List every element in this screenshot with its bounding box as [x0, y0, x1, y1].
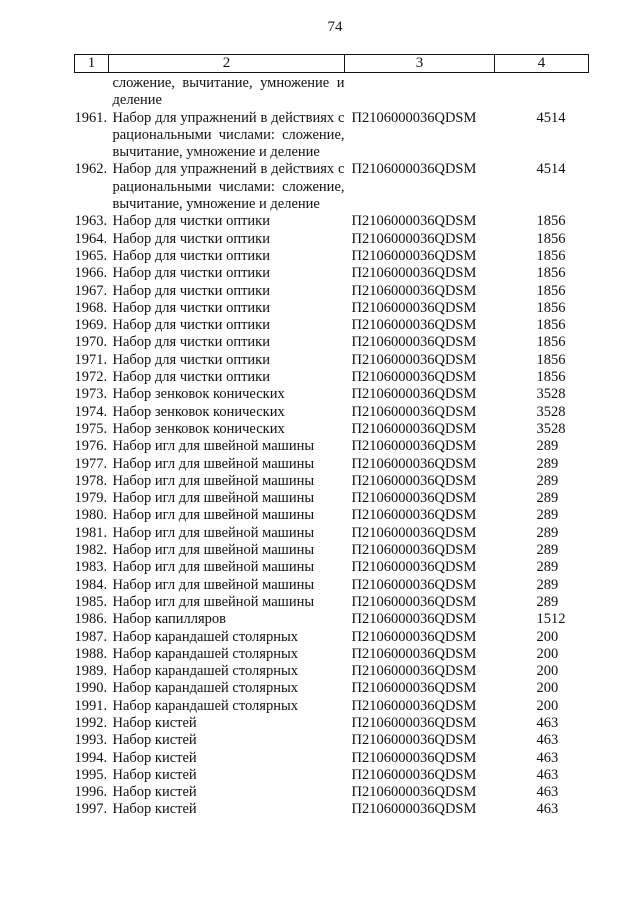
item-name: Набор игл для швейной машины	[112, 472, 315, 489]
row-number: 1989.	[74, 663, 108, 680]
item-price: 200	[536, 697, 559, 714]
item-code: П2106000036QDSM	[351, 766, 477, 783]
item-name: Набор кистей	[112, 801, 197, 818]
item-name: Набор зенковок конических	[112, 386, 285, 403]
item-code: П2106000036QDSM	[351, 161, 477, 178]
item-code: П2106000036QDSM	[351, 299, 477, 316]
table-row	[75, 248, 589, 265]
item-price: 289	[536, 472, 559, 489]
item-code: П2106000036QDSM	[351, 317, 477, 334]
item-price: 200	[536, 680, 559, 697]
table-row	[75, 680, 589, 697]
table-row	[75, 715, 589, 732]
item-name: Набор для чистки оптики	[112, 334, 270, 351]
item-name: Набор карандашей столярных	[112, 680, 298, 697]
item-code: П2106000036QDSM	[351, 438, 477, 455]
item-name: Набор игл для швейной машины	[112, 490, 315, 507]
row-number: 1978.	[74, 472, 108, 489]
table-row	[75, 801, 589, 818]
item-code: П2106000036QDSM	[351, 351, 477, 368]
row-number: 1973.	[74, 386, 108, 403]
item-name: Набор для чистки оптики	[112, 317, 270, 334]
item-price: 200	[536, 628, 559, 645]
table-row	[75, 334, 589, 351]
table-row	[75, 577, 589, 594]
table-row	[75, 161, 589, 213]
table-row	[75, 646, 589, 663]
row-number: 1992.	[74, 714, 108, 731]
table-row	[75, 73, 589, 110]
row-number: 1971.	[74, 351, 108, 368]
row-number: 1982.	[74, 542, 108, 559]
item-code: П2106000036QDSM	[351, 230, 477, 247]
item-price: 1856	[536, 299, 566, 316]
item-code: П2106000036QDSM	[351, 784, 477, 801]
table-row	[75, 438, 589, 455]
header-row	[75, 55, 589, 73]
item-name: Набор кистей	[112, 732, 197, 749]
table-row	[75, 542, 589, 559]
item-code: П2106000036QDSM	[351, 109, 477, 126]
item-name: Набор карандашей столярных	[112, 645, 298, 662]
item-name: Набор для чистки оптики	[112, 247, 270, 264]
item-price: 200	[536, 645, 559, 662]
item-price: 3528	[536, 403, 566, 420]
item-name: Набор игл для швейной машины	[112, 542, 315, 559]
item-code: П2106000036QDSM	[351, 749, 477, 766]
item-price: 4514	[536, 161, 566, 178]
table-row	[75, 283, 589, 300]
item-price: 1856	[536, 230, 566, 247]
item-name: Набор карандашей столярных	[112, 697, 298, 714]
row-number: 1961.	[74, 109, 108, 126]
item-name: Набор кистей	[112, 749, 197, 766]
item-code: П2106000036QDSM	[351, 697, 477, 714]
table-row	[75, 784, 589, 801]
row-number: 1963.	[74, 213, 108, 230]
item-price: 1856	[536, 317, 566, 334]
item-name: Набор для чистки оптики	[112, 369, 270, 386]
table-row	[75, 300, 589, 317]
item-price: 1856	[536, 351, 566, 368]
table-row	[75, 317, 589, 334]
price-table-container	[74, 54, 588, 819]
item-name: Набор для чистки оптики	[112, 230, 270, 247]
row-number: 1975.	[74, 420, 108, 437]
item-name: Набор карандашей столярных	[112, 628, 298, 645]
item-code: П2106000036QDSM	[351, 576, 477, 593]
item-name: Набор игл для швейной машины	[112, 576, 315, 593]
price-table	[74, 54, 589, 819]
item-name: Набор кистей	[112, 784, 197, 801]
page-number: 74	[327, 19, 343, 35]
item-code: П2106000036QDSM	[351, 455, 477, 472]
item-code: П2106000036QDSM	[351, 801, 477, 818]
table-row	[75, 490, 589, 507]
header-col-2: 2	[109, 55, 345, 73]
item-price: 1856	[536, 265, 566, 282]
table-row	[75, 732, 589, 749]
item-price	[495, 73, 589, 110]
row-number: 1987.	[74, 628, 108, 645]
row-number: 1962.	[74, 161, 108, 178]
item-price: 289	[536, 507, 559, 524]
row-number: 1990.	[74, 680, 108, 697]
item-price: 289	[536, 542, 559, 559]
item-code: П2106000036QDSM	[351, 420, 477, 437]
item-code: П2106000036QDSM	[351, 680, 477, 697]
row-number: 1988.	[74, 645, 108, 662]
table-row	[75, 369, 589, 386]
item-name: Набор для чистки оптики	[112, 265, 270, 282]
row-number: 1967.	[74, 282, 108, 299]
item-name: Набор зенковок конических	[112, 403, 285, 420]
item-price: 1856	[536, 334, 566, 351]
item-code: П2106000036QDSM	[351, 663, 477, 680]
item-price: 1856	[536, 369, 566, 386]
item-code: П2106000036QDSM	[351, 490, 477, 507]
item-code: П2106000036QDSM	[351, 645, 477, 662]
item-price: 1856	[536, 247, 566, 264]
item-price: 289	[536, 490, 559, 507]
item-code: П2106000036QDSM	[351, 247, 477, 264]
item-code: П2106000036QDSM	[351, 524, 477, 541]
item-code: П2106000036QDSM	[351, 282, 477, 299]
table-row	[75, 525, 589, 542]
item-price: 463	[536, 714, 559, 731]
table-row	[75, 663, 589, 680]
row-number: 1977.	[74, 455, 108, 472]
item-price: 463	[536, 801, 559, 818]
item-price: 289	[536, 576, 559, 593]
row-number: 1997.	[74, 801, 108, 818]
row-number: 1984.	[74, 576, 108, 593]
table-row	[75, 750, 589, 767]
item-code: П2106000036QDSM	[351, 472, 477, 489]
item-code: П2106000036QDSM	[351, 542, 477, 559]
table-row	[75, 110, 589, 162]
item-name: Набор для чистки оптики	[112, 351, 270, 368]
item-name: Набор кистей	[112, 766, 197, 783]
item-price: 1856	[536, 282, 566, 299]
item-code: П2106000036QDSM	[351, 403, 477, 420]
row-number: 1994.	[74, 749, 108, 766]
item-code: П2106000036QDSM	[351, 334, 477, 351]
row-number: 1976.	[74, 438, 108, 455]
table-row	[75, 386, 589, 403]
item-code: П2106000036QDSM	[351, 593, 477, 610]
table-row	[75, 629, 589, 646]
item-price: 289	[536, 524, 559, 541]
item-code: П2106000036QDSM	[351, 386, 477, 403]
item-code: П2106000036QDSM	[351, 559, 477, 576]
table-row	[75, 404, 589, 421]
table-row	[75, 213, 589, 230]
item-code: П2106000036QDSM	[351, 714, 477, 731]
table-row	[75, 698, 589, 715]
item-price: 4514	[536, 109, 566, 126]
row-number: 1970.	[74, 334, 108, 351]
item-price: 289	[536, 438, 559, 455]
item-code: П2106000036QDSM	[351, 732, 477, 749]
item-price: 1512	[536, 611, 566, 628]
item-name: сложение, вычитание, умножение и деление	[112, 75, 345, 109]
row-number: 1991.	[74, 697, 108, 714]
table-row	[75, 456, 589, 473]
item-price: 1856	[536, 213, 566, 230]
item-name: Набор для чистки оптики	[112, 282, 270, 299]
header-col-4: 4	[495, 55, 589, 73]
row-number: 1995.	[74, 766, 108, 783]
row-number: 1985.	[74, 593, 108, 610]
table-row	[75, 231, 589, 248]
table-row	[75, 559, 589, 576]
row-number: 1996.	[74, 784, 108, 801]
row-number: 1964.	[74, 230, 108, 247]
item-name: Набор кистей	[112, 714, 197, 731]
row-number: 1979.	[74, 490, 108, 507]
table-row	[75, 767, 589, 784]
table-row	[75, 265, 589, 282]
item-name: Набор карандашей столярных	[112, 663, 298, 680]
item-name: Набор капилляров	[112, 611, 226, 628]
item-code: П2106000036QDSM	[351, 213, 477, 230]
table-row	[75, 611, 589, 628]
item-price: 463	[536, 749, 559, 766]
row-number: 1965.	[74, 247, 108, 264]
row-number: 1969.	[74, 317, 108, 334]
row-number: 1981.	[74, 524, 108, 541]
item-name: Набор для чистки оптики	[112, 213, 270, 230]
table-row	[75, 507, 589, 524]
item-price: 463	[536, 784, 559, 801]
item-price: 463	[536, 766, 559, 783]
item-name: Набор игл для швейной машины	[112, 559, 315, 576]
table-body	[75, 73, 589, 819]
row-number: 1986.	[74, 611, 108, 628]
item-name: Набор игл для швейной машины	[112, 593, 315, 610]
item-name: Набор зенковок конических	[112, 420, 285, 437]
item-name: Набор игл для швейной машины	[112, 524, 315, 541]
item-price: 3528	[536, 386, 566, 403]
row-number: 1980.	[74, 507, 108, 524]
item-price: 463	[536, 732, 559, 749]
row-number	[75, 73, 109, 110]
table-header	[75, 55, 589, 73]
item-price: 3528	[536, 420, 566, 437]
row-number: 1974.	[74, 403, 108, 420]
row-number: 1968.	[74, 299, 108, 316]
item-price: 200	[536, 663, 559, 680]
item-name: Набор для упражнений в действиях с рациональными числами: сложение, вычитание, умножение и деление	[112, 109, 345, 161]
table-row	[75, 594, 589, 611]
item-name: Набор для упражнений в действиях с рациональными числами: сложение, вычитание, умножение и деление	[112, 161, 345, 213]
item-code: П2106000036QDSM	[351, 628, 477, 645]
row-number: 1972.	[74, 369, 108, 386]
header-col-3: 3	[345, 55, 495, 73]
table-row	[75, 473, 589, 490]
item-code: П2106000036QDSM	[351, 611, 477, 628]
item-name: Набор игл для швейной машины	[112, 455, 315, 472]
table-row	[75, 352, 589, 369]
item-price: 289	[536, 593, 559, 610]
header-col-1: 1	[75, 55, 109, 73]
row-number: 1966.	[74, 265, 108, 282]
row-number: 1983.	[74, 559, 108, 576]
item-code: П2106000036QDSM	[351, 369, 477, 386]
table-row	[75, 421, 589, 438]
item-name: Набор игл для швейной машины	[112, 438, 315, 455]
item-name: Набор игл для швейной машины	[112, 507, 315, 524]
item-name: Набор для чистки оптики	[112, 299, 270, 316]
item-code: П2106000036QDSM	[351, 507, 477, 524]
item-code	[345, 73, 495, 110]
row-number: 1993.	[74, 732, 108, 749]
item-code: П2106000036QDSM	[351, 265, 477, 282]
item-price: 289	[536, 559, 559, 576]
item-price: 289	[536, 455, 559, 472]
